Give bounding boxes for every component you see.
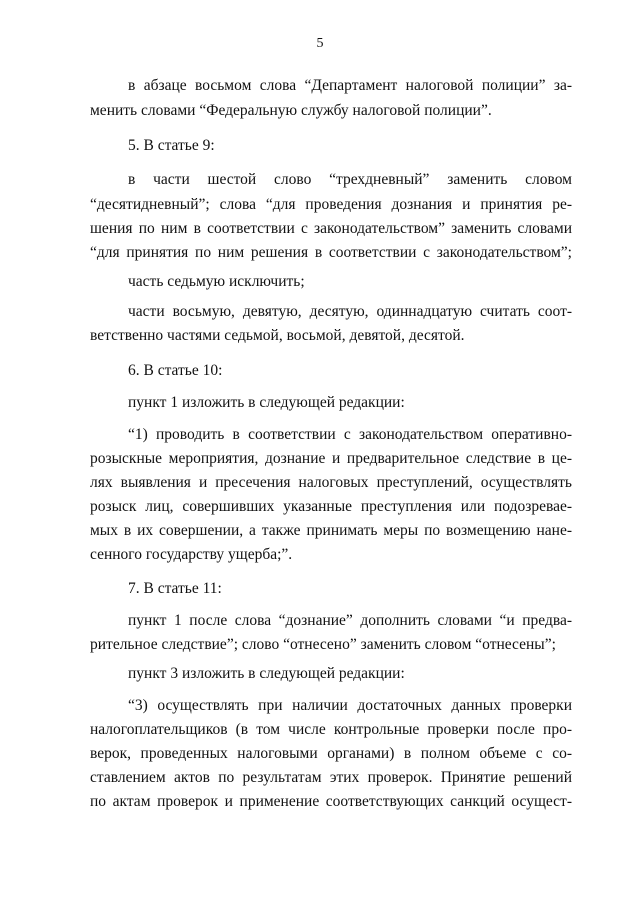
text-line: пункт 1 изложить в следующей редакции: [128, 394, 405, 411]
text-line: менить словами “Федеральную службу налоговой полиции”. [90, 102, 492, 119]
text-line: шения по ним в соответствии с законодательством” заменить словами [90, 220, 572, 237]
text-line: “3) осуществлять при наличии достаточных данных проверки [128, 697, 572, 714]
text-line: ставлением актов по результатам этих проверок. Принятие решений [90, 769, 572, 786]
article-heading: 6. В статье 10: [128, 362, 223, 379]
text-line: в части шестой слово “трехдневный” заменить словом [128, 171, 572, 188]
text-line: ветственно частями седьмой, восьмой, девятой, десятой. [90, 327, 465, 344]
text-line: верок, проведенных налоговыми органами) в полном объеме с со- [90, 745, 572, 762]
text-line: сенного государству ущерба;”. [90, 546, 293, 563]
article-heading: 7. В статье 11: [128, 580, 222, 597]
text-line: по актам проверок и применение соответствующих санкций осущест- [90, 793, 572, 810]
text-line: мых в их совершении, а также принимать меры по возмещению нане- [90, 522, 572, 539]
text-line: розыск лиц, совершивших указанные преступления или подозревае- [90, 498, 572, 515]
text-line: части восьмую, девятую, десятую, одиннадцатую считать соот- [128, 303, 572, 320]
text-line: “для принятия по ним решения в соответствии с законодательством”; [90, 244, 572, 261]
text-line: “1) проводить в соответствии с законодательством оперативно- [128, 426, 572, 443]
text-line: пункт 1 после слова “дознание” дополнить словами “и предва- [128, 612, 572, 629]
text-line: розыскные мероприятия, дознание и предварительное следствие в це- [90, 450, 572, 467]
article-heading: 5. В статье 9: [128, 137, 215, 154]
text-line: часть седьмую исключить; [128, 273, 305, 290]
page-number: 5 [316, 36, 324, 51]
text-line: в абзаце восьмом слова “Департамент налоговой полиции” за- [128, 77, 572, 94]
text-line: пункт 3 изложить в следующей редакции: [128, 665, 405, 682]
text-line: налогоплательщиков (в том числе контрольные проверки после про- [90, 721, 572, 738]
text-line: лях выявления и пресечения налоговых преступлений, осуществлять [90, 474, 572, 491]
text-line: рительное следствие”; слово “отнесено” заменить словом “отнесены”; [90, 636, 556, 653]
text-line: “десятидневный”; слова “для проведения дознания и принятия ре- [90, 196, 572, 213]
